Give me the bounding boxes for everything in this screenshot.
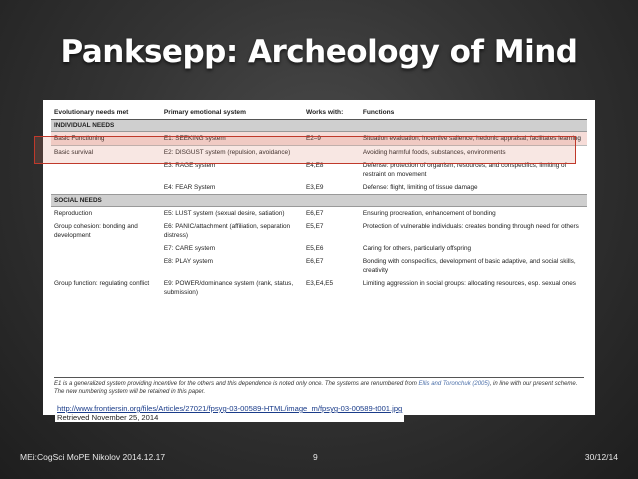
source-citation: [55, 404, 404, 422]
cell-need: Group function: regulating conflict: [54, 280, 150, 287]
cell-functions: Defense: protection of organism, resources, and conspecifics, limiting of restraint on movement: [362, 162, 567, 178]
cell-system: E2: DISGUST system (repulsion, avoidance): [163, 149, 291, 156]
cell-system: E7: CARE system: [163, 245, 216, 252]
table-row: [51, 255, 587, 277]
header-functions: Functions: [360, 106, 587, 120]
cell-functions: Situation evaluation, incentive salience, hedonic appraisal, facilitates learning: [360, 132, 587, 146]
footer-date: 30/12/14: [584, 452, 618, 462]
cell-works: E6,E7: [306, 258, 324, 265]
table-row: [51, 207, 587, 221]
table-row: [51, 277, 587, 299]
source-link[interactable]: http://www.frontiersin.org/files/Articles/27021/fpsyg-03-00589-HTML/image_m/fpsyg-03-00589-t001.jpg: [57, 404, 403, 413]
cell-need: [51, 255, 161, 277]
section-label: SOCIAL NEEDS: [51, 195, 587, 207]
cell-functions: Bonding with conspecifics, development of basic adaptive, and social skills, creativity: [362, 258, 576, 274]
highlight-box: [34, 136, 576, 164]
cell-functions: Ensuring procreation, enhancement of bonding: [362, 210, 496, 217]
cell-system: E4: FEAR System: [163, 184, 216, 191]
cell-works: E5,E7: [306, 223, 324, 230]
section-label: INDIVIDUAL NEEDS: [51, 120, 587, 132]
cell-need: Reproduction: [54, 210, 93, 217]
footnote-text-start: E1 is a generalized system providing incentive for the others and this dependence is noted only once. The systems are renumbered from: [54, 381, 419, 387]
header-system: Primary emotional system: [161, 106, 303, 120]
cell-works: E4,E8: [306, 162, 324, 169]
cell-works: E6,E7: [306, 210, 324, 217]
emotional-systems-table: [51, 106, 587, 299]
cell-functions: Caring for others, particularly offspring: [362, 245, 472, 252]
cell-system: E8: PLAY system: [163, 258, 214, 265]
section-row: [51, 120, 587, 132]
cell-functions: Defense: flight, limiting of tissue damage: [362, 184, 478, 191]
footer-course: MEi:CogSci MoPE Nikolov 2014.12.17: [20, 452, 166, 462]
page-number: 9: [313, 452, 318, 462]
cell-system: E9: POWER/dominance system (rank, status, submission): [163, 280, 294, 296]
cell-functions: Avoiding harmful foods, substances, environments: [362, 149, 506, 156]
header-needs: Evolutionary needs met: [51, 106, 161, 120]
cell-system: E3: RAGE system: [163, 162, 216, 169]
header-works-with: Works with:: [303, 106, 360, 120]
footnote-text-end: , in line with our present scheme. The new numbering system will be retained in this paper.: [54, 381, 578, 395]
cell-need: Basic survival: [54, 149, 94, 156]
footnote-citation-link[interactable]: Ellis and Toronchuk (2005): [418, 381, 490, 387]
cell-need: Group cohesion: bonding and development: [54, 223, 138, 239]
cell-works: E3,E4,E5: [306, 280, 334, 287]
cell-functions: Protection of vulnerable individuals: creates bonding through need for others: [362, 223, 579, 230]
cell-works: E3,E9: [306, 184, 324, 191]
cell-works: E2–9: [303, 132, 360, 146]
cell-need: [51, 242, 161, 255]
table-row: [51, 181, 587, 195]
table-footnote: [54, 377, 584, 396]
cell-need: [51, 181, 161, 195]
cell-system: E5: LUST system (sexual desire, satiation): [163, 210, 285, 217]
retrieved-date: Retrieved November 25, 2014: [57, 413, 159, 422]
table-header-row: [51, 106, 587, 120]
table-row: [51, 220, 587, 242]
cell-need: Basic Functioning: [51, 132, 161, 146]
cell-functions: Limiting aggression in social groups: allocating resources, esp. sexual ones: [362, 280, 576, 287]
cell-system: E1: SEEKING system: [161, 132, 303, 146]
section-row: [51, 195, 587, 207]
cell-system: E6: PANIC/attachment (affiliation, separation distress): [163, 223, 291, 239]
cell-works: E5,E6: [306, 245, 324, 252]
table-row: [51, 242, 587, 255]
slide-title: Panksepp: Archeology of Mind: [60, 34, 578, 70]
